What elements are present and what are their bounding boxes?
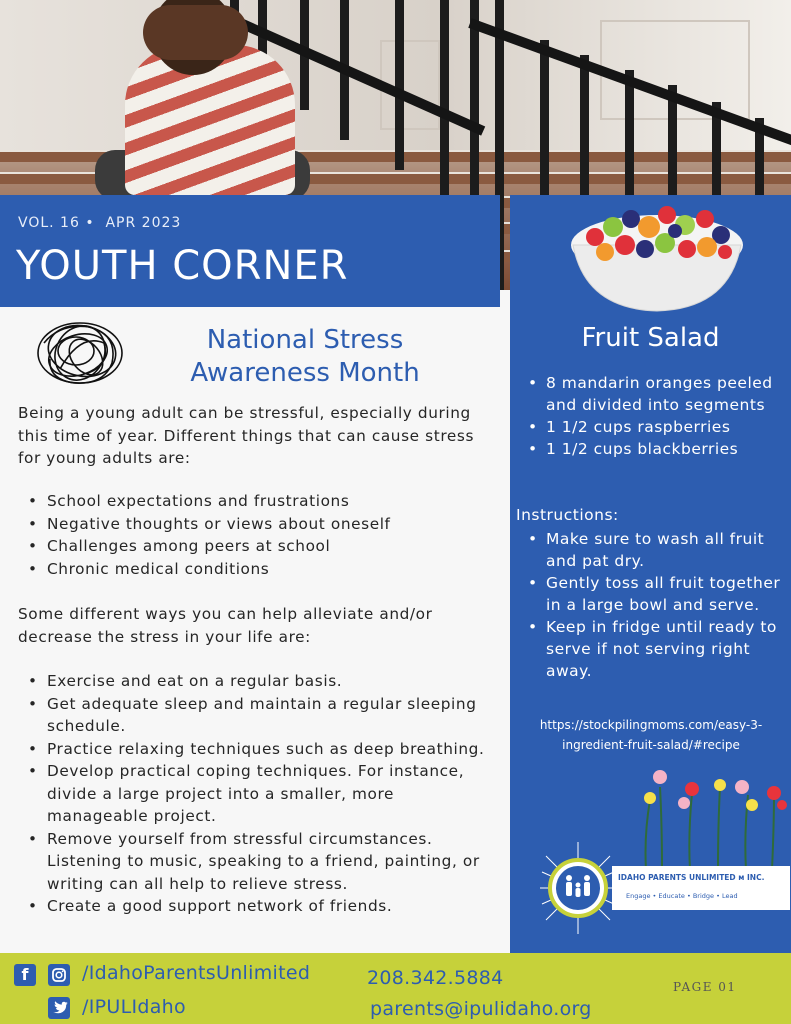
logo-tagline: Engage • Educate • Bridge • Lead	[626, 892, 738, 900]
logo-organization-name: IDAHO PARENTS UNLIMITED ᴍ INC.	[618, 873, 765, 882]
list-item: • School expectations and frustrations	[28, 490, 498, 513]
facebook-instagram-handle[interactable]: /IdahoParentsUnlimited	[82, 962, 311, 984]
list-item: • Negative thoughts or views about oneself	[28, 513, 498, 536]
recipe-source-link[interactable]: https://stockpilingmoms.com/easy-3-ingredient-fruit-salad/#recipe	[539, 718, 763, 752]
twitter-icon[interactable]	[48, 997, 70, 1019]
list-item: • 8 mandarin oranges peeled and divided into segments	[528, 372, 783, 416]
list-item: • Keep in fridge until ready to serve if not serving right away.	[528, 616, 790, 682]
page-number: PAGE 01	[673, 980, 737, 994]
list-item: • Develop practical coping techniques. For instance, divide a large project into a smaller, more manageable project.	[28, 760, 498, 828]
tips-list	[28, 670, 498, 918]
article-intro: Being a young adult can be stressful, especially during this time of year. Different things that can cause stress for young adults are:	[18, 404, 475, 467]
stress-scribble-icon	[30, 313, 130, 395]
list-item: • Chronic medical conditions	[28, 558, 498, 581]
stressed-teen-photo	[95, 0, 310, 195]
list-item: • Practice relaxing techniques such as deep breathing.	[28, 738, 498, 761]
list-item: • Gently toss all fruit together in a large bowl and serve.	[528, 572, 790, 616]
issue-volume-date: VOL. 16 • APR 2023	[18, 215, 182, 231]
stressors-list	[28, 490, 498, 580]
phone-number[interactable]: 208.342.5884	[367, 967, 504, 989]
facebook-icon[interactable]: f	[14, 964, 36, 986]
list-item: • 1 1/2 cups raspberries	[528, 416, 783, 438]
list-item: • 1 1/2 cups blackberries	[528, 438, 783, 460]
twitter-handle[interactable]: /IPULIdaho	[82, 996, 186, 1018]
fruit-bowl-image	[565, 197, 750, 317]
instagram-icon[interactable]	[48, 964, 70, 986]
email-address[interactable]: parents@ipulidaho.org	[370, 998, 592, 1020]
instructions-list	[528, 528, 790, 682]
newsletter-title: YOUTH CORNER	[16, 243, 349, 289]
ways-intro: Some different ways you can help alleviate and/or decrease the stress in your life are:	[18, 605, 433, 646]
list-item: • Remove yourself from stressful circumstances. Listening to music, speaking to a friend, painting, or writing can all help to relieve stress.	[28, 828, 498, 896]
ipul-logo-card	[612, 866, 790, 910]
list-item: • Create a good support network of friends.	[28, 895, 498, 918]
ingredients-list	[528, 372, 783, 460]
recipe-title: Fruit Salad	[581, 323, 720, 353]
list-item: • Get adequate sleep and maintain a regular sleeping schedule.	[28, 693, 498, 738]
list-item: • Exercise and eat on a regular basis.	[28, 670, 498, 693]
list-item: • Make sure to wash all fruit and pat dry.	[528, 528, 790, 572]
instructions-label: Instructions:	[516, 506, 619, 524]
list-item: • Challenges among peers at school	[28, 535, 498, 558]
article-heading: National Stress Awareness Month	[190, 325, 420, 388]
